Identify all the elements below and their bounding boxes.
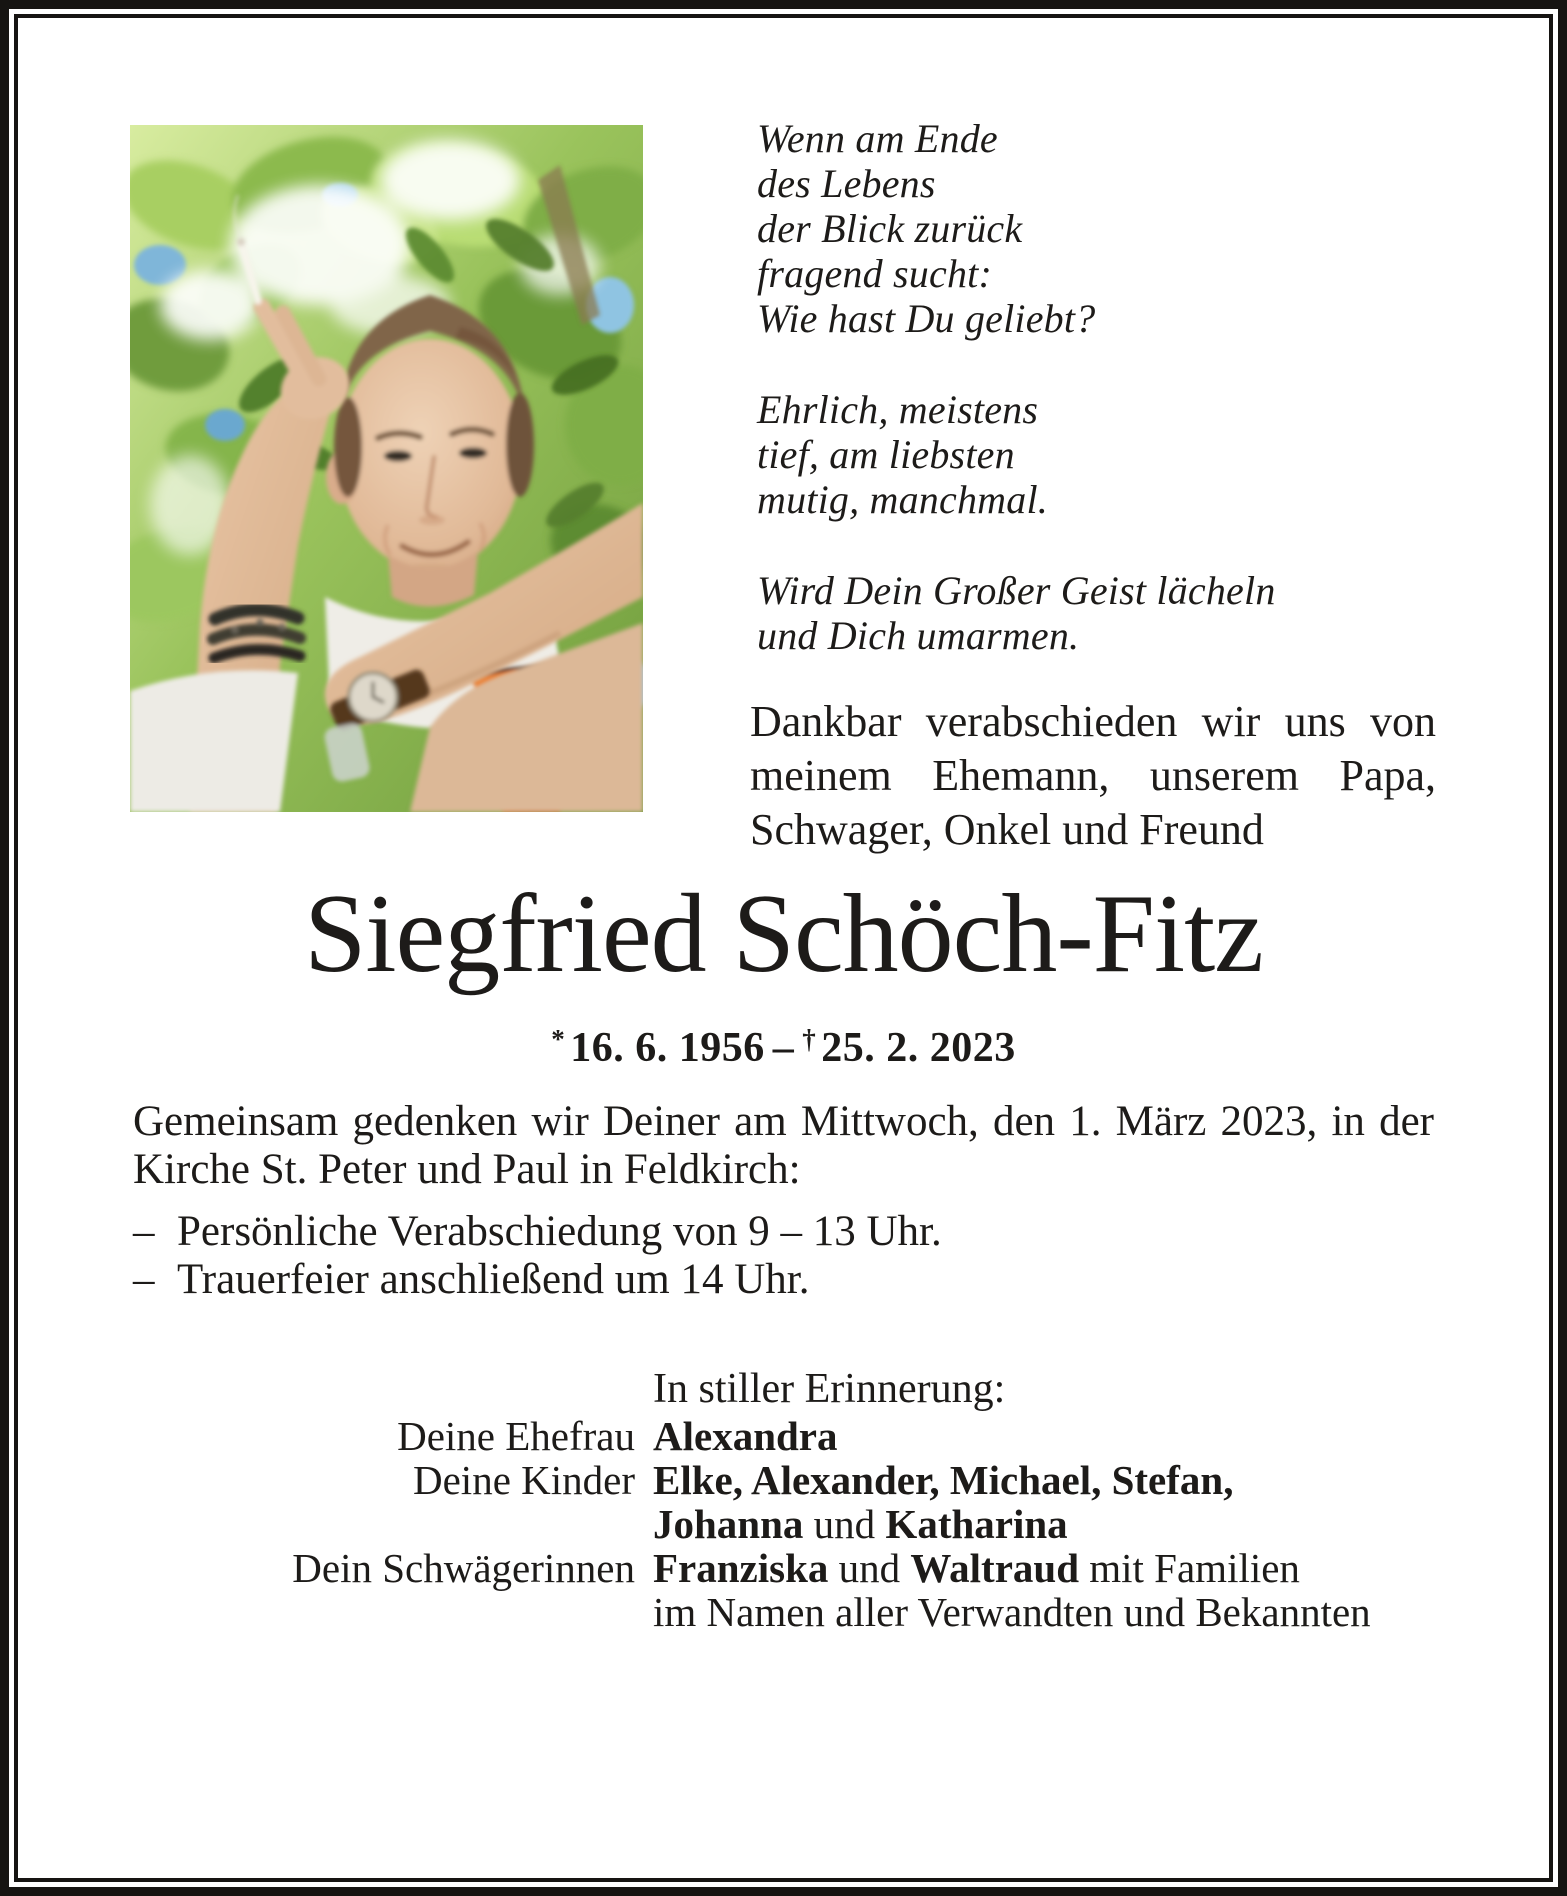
family-name: Elke, Alexander, Michael, Stefan, xyxy=(653,1457,1234,1503)
bullet-dash: – xyxy=(133,1208,155,1255)
poem-line: der Blick zurück xyxy=(757,206,1023,251)
poem-line: Wenn am Ende xyxy=(757,116,998,161)
intro-line: meinem Ehemann, unserem Papa, xyxy=(750,751,1436,800)
family-name: Waltraud xyxy=(910,1545,1079,1591)
remembrance-value xyxy=(653,1590,1434,1634)
poem-line: und Dich umarmen. xyxy=(757,613,1080,658)
deceased-name: Siegfried Schöch-Fitz xyxy=(304,872,1263,996)
service-info xyxy=(133,1098,1434,1304)
farewell-intro xyxy=(750,695,1436,857)
remembrance-value xyxy=(653,1414,1434,1458)
service-item xyxy=(133,1256,1434,1304)
family-name: Johanna xyxy=(653,1501,804,1547)
dates-separator: – xyxy=(772,1025,795,1071)
intro-line: Schwager, Onkel und Freund xyxy=(750,805,1264,854)
birth-star-symbol: * xyxy=(551,1024,566,1054)
remembrance-label xyxy=(133,1590,635,1634)
poem-line: tief, am liebsten xyxy=(757,432,1015,477)
family-name: Franziska xyxy=(653,1545,829,1591)
remembrance-label xyxy=(133,1502,635,1546)
value-text: mit Familien xyxy=(1079,1545,1300,1591)
portrait-photo-illustration xyxy=(130,125,643,812)
death-date: 25. 2. 2023 xyxy=(821,1025,1016,1071)
poem-line: fragend sucht: xyxy=(757,251,992,296)
remembrance-heading: In stiller Erinnerung: xyxy=(653,1366,1006,1412)
poem-line: Wie hast Du geliebt? xyxy=(757,296,1096,341)
remembrance-rows xyxy=(133,1414,1434,1634)
poem-stanza xyxy=(757,568,1276,658)
portrait-photo xyxy=(130,125,643,812)
service-item-text: Persönliche Verabschiedung von 9 – 13 Uhr. xyxy=(177,1208,942,1255)
remembrance-value xyxy=(653,1546,1434,1590)
family-name: Katharina xyxy=(885,1501,1068,1547)
value-text: im Namen aller Verwandten und Bekannten xyxy=(653,1589,1371,1635)
family-name: Alexandra xyxy=(653,1413,838,1459)
remembrance-value xyxy=(653,1502,1434,1546)
death-cross-symbol: † xyxy=(802,1024,817,1054)
value-text: und xyxy=(803,1501,886,1547)
poem-line: Wird Dein Großer Geist lächeln xyxy=(757,568,1276,613)
service-line-1: Gemeinsam gedenken wir Deiner am Mittwoch, den 1. März 2023, in der xyxy=(133,1098,1434,1145)
poem-line: Ehrlich, meistens xyxy=(757,387,1039,432)
life-dates xyxy=(0,1013,1567,1074)
poem-line: des Lebens xyxy=(757,161,936,206)
bullet-dash: – xyxy=(133,1256,155,1303)
birth-date: 16. 6. 1956 xyxy=(570,1025,765,1071)
poem-line: mutig, manchmal. xyxy=(757,477,1048,522)
poem-stanza xyxy=(757,387,1276,522)
service-item xyxy=(133,1208,1434,1256)
remembrance-value xyxy=(653,1458,1434,1502)
intro-line: Dankbar verabschieden wir uns von xyxy=(750,697,1436,746)
value-text: und xyxy=(828,1545,911,1591)
remembrance-label: Dein Schwägerinnen xyxy=(292,1545,635,1591)
remembrance-label: Deine Kinder xyxy=(413,1457,635,1503)
memorial-poem xyxy=(757,116,1276,658)
poem-stanza xyxy=(757,116,1276,341)
remembrance-label: Deine Ehefrau xyxy=(397,1413,635,1459)
service-line-2: Kirche St. Peter und Paul in Feldkirch: xyxy=(133,1146,801,1193)
service-items xyxy=(133,1208,1434,1304)
service-item-text: Trauerfeier anschließend um 14 Uhr. xyxy=(177,1256,810,1303)
